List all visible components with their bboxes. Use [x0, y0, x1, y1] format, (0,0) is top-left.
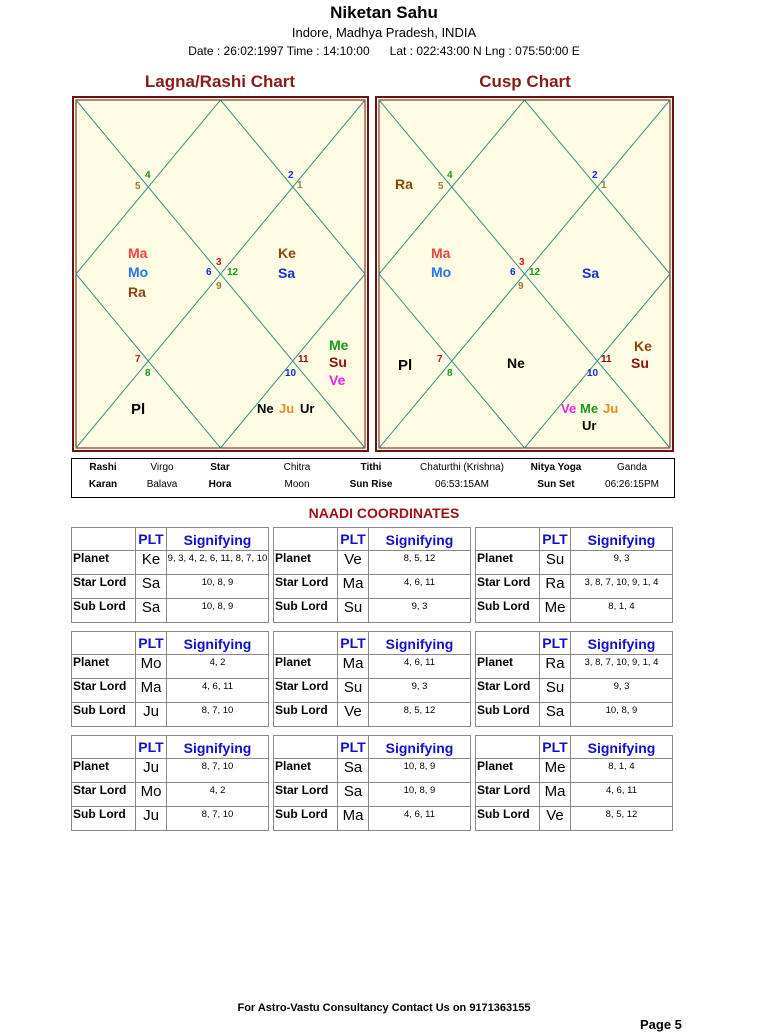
karan-value: Balava [146, 479, 178, 490]
cusp-planet-ma: Ma [431, 245, 451, 261]
signifying-header: Signifying [571, 632, 673, 655]
table-row: Planet Ra 3, 8, 7, 10, 9, 1, 4 [476, 655, 673, 679]
lagna-chart [72, 96, 369, 452]
lagna-sign-10: 10 [285, 368, 297, 379]
table-row: Planet Ju 8, 7, 10 [72, 759, 269, 783]
lagna-planet-su: Su [329, 354, 347, 370]
signifying-header: Signifying [369, 736, 471, 759]
nitya-yoga-value: Ganda [616, 462, 648, 473]
lagna-planet-ne: Ne [257, 401, 274, 416]
cusp-sign-2: 2 [592, 170, 598, 181]
cusp-planet-ke: Ke [634, 338, 652, 354]
lagna-planet-ju: Ju [279, 401, 295, 416]
plt-header: PLT [338, 736, 369, 759]
cusp-planet-ur: Ur [582, 418, 597, 433]
lagna-planet-ve: Ve [329, 372, 346, 388]
lagna-sign-3: 3 [216, 257, 222, 268]
cusp-sign-5: 5 [438, 181, 444, 192]
hora-label: Hora [208, 479, 232, 490]
cusp-sign-8: 8 [447, 368, 453, 379]
table-row: Sub Lord Ve 8, 5, 12 [476, 807, 673, 831]
lagna-planet-pl: Pl [131, 401, 146, 418]
plt-header: PLT [540, 632, 571, 655]
table-row: Sub Lord Ma 4, 6, 11 [274, 807, 471, 831]
cusp-planet-ju: Ju [603, 401, 619, 416]
cusp-planet-ra: Ra [395, 176, 413, 192]
table-row: Star Lord Ma 4, 6, 11 [274, 575, 471, 599]
lagna-sign-8: 8 [145, 368, 151, 379]
signifying-header: Signifying [571, 528, 673, 551]
nitya-yoga-label: Nitya Yoga [530, 462, 582, 473]
cusp-chart-title: Cusp Chart [479, 72, 571, 91]
plt-header: PLT [540, 736, 571, 759]
table-row: Star Lord Ra 3, 8, 7, 10, 9, 1, 4 [476, 575, 673, 599]
table-row: Sub Lord Sa 10, 8, 9 [476, 703, 673, 727]
plt-header: PLT [136, 736, 167, 759]
client-name: Niketan Sahu [330, 3, 438, 22]
page-number: Page 5 [640, 1017, 682, 1032]
table-row: Planet Su 9, 3 [476, 551, 673, 575]
table-row: Planet Mo 4, 2 [72, 655, 269, 679]
table-row: Star Lord Sa 10, 8, 9 [274, 783, 471, 807]
cusp-planet-su: Su [631, 355, 649, 371]
table-row: Planet Ve 8, 5, 12 [274, 551, 471, 575]
karan-label: Karan [88, 479, 118, 490]
cusp-planet-me: Me [580, 401, 599, 416]
lagna-planet-mo: Mo [128, 264, 149, 280]
lagna-sign-7: 7 [135, 354, 141, 365]
table-row: Sub Lord Sa 10, 8, 9 [72, 599, 269, 623]
table-row: Sub Lord Me 8, 1, 4 [476, 599, 673, 623]
lagna-sign-11: 11 [298, 354, 309, 365]
lagna-sign-1: 1 [297, 180, 303, 191]
naadi-table [273, 735, 471, 831]
cusp-planet-ve: Ve [561, 401, 577, 416]
naadi-table [71, 631, 269, 727]
table-row: Planet Sa 10, 8, 9 [274, 759, 471, 783]
lagna-sign-5: 5 [135, 181, 141, 192]
rashi-label: Rashi [89, 462, 117, 473]
cusp-sign-6: 6 [510, 267, 516, 278]
birth-details: Date : 26:02:1997 Time : 14:10:00 Lat : 022:43:00 N Lng : 075:50:00 E [188, 44, 580, 58]
table-row: Sub Lord Ju 8, 7, 10 [72, 703, 269, 727]
hora-value: Moon [284, 479, 310, 490]
lagna-planet-ke: Ke [278, 245, 296, 261]
signifying-header: Signifying [167, 632, 269, 655]
sunrise-value: 06:53:15AM [435, 479, 489, 490]
sunrise-label: Sun Rise [349, 479, 393, 490]
signifying-header: Signifying [167, 736, 269, 759]
rashi-value: Virgo [150, 462, 174, 473]
birth-place: Indore, Madhya Pradesh, INDIA [291, 25, 477, 40]
cusp-sign-10: 10 [587, 368, 599, 379]
lagna-sign-6: 6 [206, 267, 212, 278]
lagna-sign-9: 9 [216, 281, 222, 292]
lagna-planet-me: Me [329, 337, 349, 353]
lagna-sign-4: 4 [145, 170, 151, 181]
panchang-box [71, 458, 675, 498]
signifying-header: Signifying [369, 632, 471, 655]
cusp-sign-9: 9 [518, 281, 524, 292]
signifying-header: Signifying [369, 528, 471, 551]
table-row: Star Lord Su 9, 3 [476, 679, 673, 703]
plt-header: PLT [540, 528, 571, 551]
table-row: Star Lord Ma 4, 6, 11 [476, 783, 673, 807]
footer-contact: For Astro-Vastu Consultancy Contact Us on 9171363155 [237, 1002, 531, 1014]
plt-header: PLT [136, 528, 167, 551]
signifying-header: Signifying [167, 528, 269, 551]
cusp-sign-1: 1 [601, 180, 607, 191]
table-row: Sub Lord Ju 8, 7, 10 [72, 807, 269, 831]
naadi-table [475, 527, 673, 623]
lagna-chart-title: Lagna/Rashi Chart [144, 72, 296, 91]
cusp-planet-ne: Ne [507, 355, 525, 371]
table-row: Star Lord Sa 10, 8, 9 [72, 575, 269, 599]
lagna-planet-ra: Ra [128, 284, 146, 300]
cusp-sign-7: 7 [437, 354, 443, 365]
cusp-sign-11: 11 [601, 354, 612, 365]
star-value: Chitra [283, 462, 311, 473]
table-row: Planet Ke 9, 3, 4, 2, 6, 11, 8, 7, 10 [72, 551, 269, 575]
table-row: Star Lord Su 9, 3 [274, 679, 471, 703]
cusp-planet-pl: Pl [398, 357, 413, 374]
table-row: Sub Lord Su 9, 3 [274, 599, 471, 623]
table-row: Star Lord Mo 4, 2 [72, 783, 269, 807]
table-row: Sub Lord Ve 8, 5, 12 [274, 703, 471, 727]
table-row: Star Lord Ma 4, 6, 11 [72, 679, 269, 703]
naadi-table [71, 527, 269, 623]
plt-header: PLT [338, 528, 369, 551]
cusp-sign-4: 4 [447, 170, 453, 181]
plt-header: PLT [136, 632, 167, 655]
sunset-label: Sun Set [537, 479, 575, 490]
cusp-sign-3: 3 [519, 257, 525, 268]
signifying-header: Signifying [571, 736, 673, 759]
tithi-value: Chaturthi (Krishna) [420, 462, 504, 473]
naadi-table [273, 527, 471, 623]
tithi-label: Tithi [360, 462, 382, 473]
cusp-planet-mo: Mo [431, 264, 452, 280]
naadi-table [475, 735, 673, 831]
table-row: Planet Me 8, 1, 4 [476, 759, 673, 783]
sunset-value: 06:26:15PM [605, 479, 659, 490]
naadi-table [71, 735, 269, 831]
naadi-title: NAADI COORDINATES [308, 505, 460, 521]
naadi-table [273, 631, 471, 727]
plt-header: PLT [338, 632, 369, 655]
lagna-planet-sa: Sa [278, 265, 296, 281]
lagna-planet-ur: Ur [300, 401, 315, 416]
cusp-chart [375, 96, 674, 452]
lagna-planet-ma: Ma [128, 245, 148, 261]
star-label: Star [210, 462, 230, 473]
lagna-sign-2: 2 [288, 170, 294, 181]
cusp-planet-sa: Sa [582, 265, 600, 281]
lagna-sign-12: 12 [227, 267, 239, 278]
table-row: Planet Ma 4, 6, 11 [274, 655, 471, 679]
cusp-sign-12: 12 [529, 267, 541, 278]
naadi-table [475, 631, 673, 727]
